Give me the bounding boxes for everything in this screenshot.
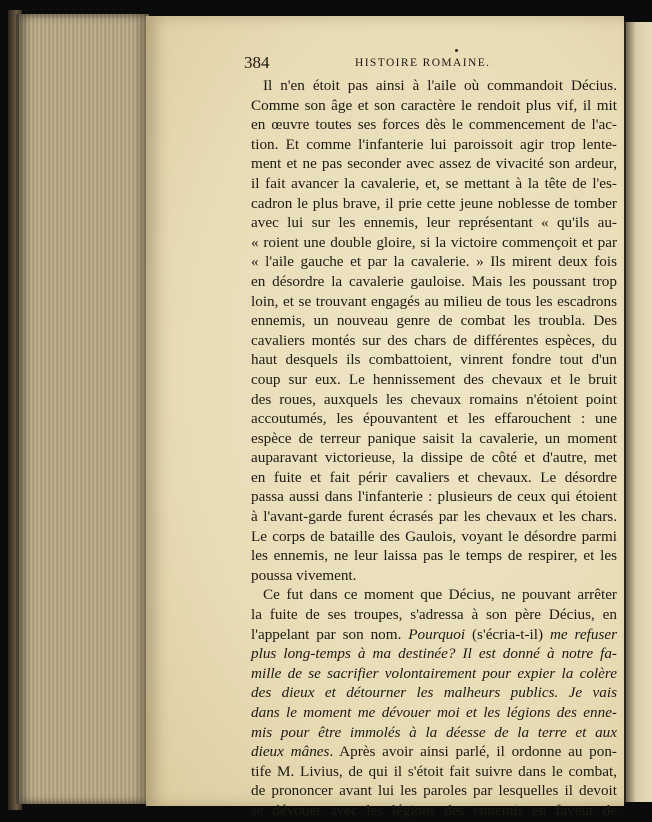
text-run: espèce de terreur panique saisit la cavalerie, un moment [251, 429, 617, 447]
text-line [251, 762, 617, 782]
text-line [251, 566, 617, 586]
text-run: les ennemis, ne leur laissa pas le temps de respirer, et les [251, 547, 617, 565]
text-run: ennemis, un nouveau genre de combat les troubla. Des [251, 312, 617, 330]
text-run: Ce fut dans ce moment que Décius, ne pouvant arrêter [263, 586, 617, 604]
text-run: l'appelant par son nom. [251, 625, 409, 643]
text-line [251, 644, 617, 664]
text-run: . Après avoir ainsi parlé, il ordonne au pon- [329, 743, 617, 761]
text-run: tife M. Livius, de qui il s'étoit fait suivre dans le combat, [251, 762, 617, 780]
text-line [251, 252, 617, 272]
text-line [251, 683, 617, 703]
text-run: passa aussi dans l'infanterie : plusieurs de ceux qui étoient [251, 488, 617, 506]
text-line [251, 409, 617, 429]
text-line [251, 272, 617, 292]
page-number: 384 [244, 53, 270, 72]
text-run: Il n'en étoit pas ainsi à l'aile où commandoit Décius. [263, 77, 617, 94]
italic-text: mille de se sacrifier volontairement pour expier la colère [251, 664, 617, 682]
text-line [251, 801, 617, 821]
text-line [251, 429, 617, 449]
text-run: en désordre la cavalerie gauloise. Mais les poussant trop [251, 272, 617, 290]
text-line [251, 742, 617, 762]
text-run: (s'écria-t-il) [465, 625, 550, 643]
paragraph [251, 76, 617, 585]
text-run: coup sur eux. Le hennissement des chevaux et le bruit [251, 370, 617, 388]
text-line [251, 585, 617, 605]
text-line [251, 781, 617, 801]
text-line [251, 76, 617, 96]
text-run: poussa vivement. [251, 566, 357, 584]
text-line [251, 213, 617, 233]
text-line [251, 664, 617, 684]
italic-text: dieux mânes [251, 743, 330, 761]
text-run: cadron le plus brave, il prie cette jeune noblesse de tomber [251, 194, 617, 212]
text-line [251, 390, 617, 410]
text-line [251, 605, 617, 625]
text-line [251, 115, 617, 135]
text-line [251, 96, 617, 116]
text-run: de prononcer avant lui les paroles par lesquelles il devoit [251, 782, 617, 800]
italic-text: dans le moment me dévouer moi et les légions des enne- [251, 704, 617, 721]
text-line [251, 507, 617, 527]
text-line [251, 487, 617, 507]
text-line [251, 194, 617, 214]
text-run: loin, et se trouvant engagés au milieu de tous les escadrons [251, 292, 617, 310]
text-line [251, 546, 617, 566]
text-line [251, 331, 617, 351]
italic-text: mis pour être immolés à la déesse de la terre et aux [251, 723, 617, 741]
text-run: Le corps de bataille des Gaulois, voyant le désordre parmi [251, 527, 617, 545]
body-text [251, 76, 617, 821]
text-line [251, 350, 617, 370]
text-line [251, 625, 617, 645]
text-line [251, 174, 617, 194]
text-run: à l'avant-garde furent écrasés par les chevaux et les chars. [251, 508, 617, 526]
text-line [251, 468, 617, 488]
text-run: la fuite de ses troupes, s'adressa à son père Décius, en [251, 606, 617, 624]
running-title: HISTOIRE ROMAINE. [355, 57, 491, 69]
text-line [251, 233, 617, 253]
text-run: des roues, auxquels les chevaux romains n'étoient point [251, 390, 617, 408]
text-line [251, 448, 617, 468]
italic-text: me refuser [549, 625, 618, 643]
text-line [251, 527, 617, 547]
text-run: « l'aile gauche et par la cavalerie. » Ils mirent deux fois [251, 253, 617, 271]
facing-page-edge [624, 22, 652, 802]
text-run: en fuite et fait périr cavaliers et chevaux. Le désordre [251, 468, 617, 486]
text-line [251, 292, 617, 312]
italic-text: plus long-temps à ma destinée? Il est donné à notre fa- [251, 645, 617, 663]
text-run: se dévouer avec les légions des ennemis en faveur de [251, 801, 617, 819]
text-run: tion. Et comme l'infanterie lui paroissoit agir trop lente- [251, 135, 617, 153]
running-head [240, 53, 620, 75]
italic-text: Pourquoi [408, 625, 466, 643]
text-line [251, 154, 617, 174]
text-run: auparavant victorieuse, la dissipe de côté et d'autre, met [251, 449, 617, 467]
text-run: haut desquels ils combattoient, vinrent fondre tout d'un [251, 351, 617, 369]
italic-text: des dieux et détourner les malheurs publics. Je vais [251, 684, 617, 702]
paragraph [251, 585, 617, 820]
text-line [251, 703, 617, 723]
text-line [251, 723, 617, 743]
text-run: il fait avancer la cavalerie, et, se mettant à la tête de l'es- [251, 174, 617, 192]
text-run: accoutumés, les épouvantent et les effarouchent : une [251, 410, 617, 428]
text-line [251, 135, 617, 155]
text-run: en œuvre toutes ses forces dès le commencement de l'ac- [251, 116, 617, 134]
text-run: « roient une double gloire, si la victoire commençoit et par [251, 233, 617, 251]
page-edges [16, 14, 149, 804]
text-line [251, 311, 617, 331]
text-run: ment et ne pas seconder avec assez de vivacité son ardeur, [251, 155, 617, 173]
text-run: cavaliers montés sur des chars de différentes espèces, du [251, 331, 617, 349]
text-line [251, 370, 617, 390]
text-run: avec lui sur les ennemis, leur représentant « qu'ils au- [251, 214, 617, 232]
ornament-dot [455, 49, 458, 52]
text-run: Comme son âge et son caractère le rendoit plus vif, il mit [251, 96, 617, 114]
